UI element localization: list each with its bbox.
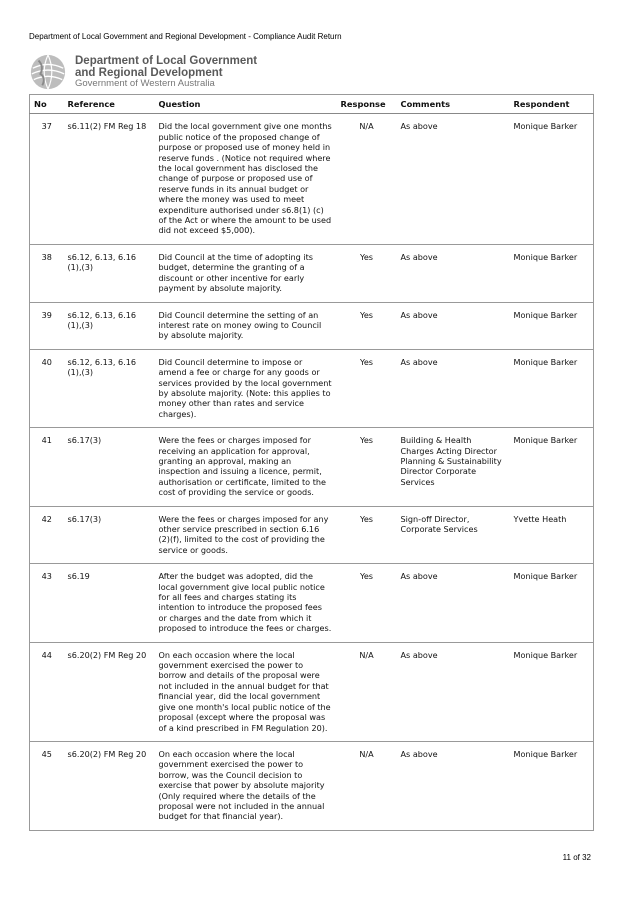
cell-respondent: Monique Barker xyxy=(510,642,594,741)
cell-respondent: Monique Barker xyxy=(510,349,594,427)
cell-no: 40 xyxy=(30,349,64,427)
cell-response: Yes xyxy=(337,349,397,427)
cell-reference: s6.11(2) FM Reg 18 xyxy=(64,114,155,244)
cell-comments: As above xyxy=(397,642,510,741)
cell-question: On each occasion where the local government exercised the power to borrow and details of the proposal were not included in the annual budget for that financial year, did the local government give one month's local public notice of the proposal (except where the proposal was of a kind prescribed in FM Regulation 20). xyxy=(155,642,337,741)
cell-question: Did Council determine to impose or amend a fee or charge for any goods or services provided by the local government by absolute majority. (Note: this applies to money other than rates and service charges). xyxy=(155,349,337,427)
logo-line-2: and Regional Development xyxy=(75,67,223,80)
table-header-row xyxy=(30,95,594,114)
column-header-question: Question xyxy=(155,95,337,114)
cell-no: 43 xyxy=(30,564,64,642)
cell-reference: s6.19 xyxy=(64,564,155,642)
cell-response: Yes xyxy=(337,564,397,642)
cell-response: N/A xyxy=(337,741,397,830)
cell-no: 41 xyxy=(30,428,64,506)
logo-line-1: Department of Local Government xyxy=(75,54,258,67)
logo-line-3: Government of Western Australia xyxy=(75,78,215,90)
cell-respondent: Monique Barker xyxy=(510,741,594,830)
cell-comments: As above xyxy=(397,564,510,642)
cell-no: 44 xyxy=(30,642,64,741)
column-header-no: No xyxy=(30,95,64,114)
table-row xyxy=(30,244,594,302)
table-row xyxy=(30,349,594,427)
cell-comments: Building & Health Charges Acting Director Planning & Sustainability Director Corporate Services xyxy=(397,428,510,506)
column-header-comments: Comments xyxy=(397,95,510,114)
table-row xyxy=(30,741,594,830)
department-logo xyxy=(29,52,257,92)
cell-question: On each occasion where the local government exercised the power to borrow, was the Council decision to exercise that power by absolute majority (Only required where the details of the proposal were not included in the annual budget for that financial year). xyxy=(155,741,337,830)
cell-comments: As above xyxy=(397,349,510,427)
globe-logo-icon xyxy=(29,53,67,91)
cell-question: Did Council at the time of adopting its budget, determine the granting of a discount or other incentive for early payment by absolute majority. xyxy=(155,244,337,302)
cell-question: Were the fees or charges imposed for any other service prescribed in section 6.16 (2)(f), limited to the cost of providing the service or goods. xyxy=(155,506,337,564)
table-row xyxy=(30,302,594,349)
column-header-response: Response xyxy=(337,95,397,114)
cell-no: 42 xyxy=(30,506,64,564)
cell-no: 38 xyxy=(30,244,64,302)
cell-response: Yes xyxy=(337,302,397,349)
cell-reference: s6.20(2) FM Reg 20 xyxy=(64,642,155,741)
cell-respondent: Monique Barker xyxy=(510,244,594,302)
cell-comments: As above xyxy=(397,114,510,244)
table-row xyxy=(30,642,594,741)
cell-comments: Sign-off Director, Corporate Services xyxy=(397,506,510,564)
cell-question: Did the local government give one months public notice of the proposed change of purpose or proposed use of money held in reserve funds . (Notice not required where the local government has disclosed the change of purpose or proposed use of reserve funds in its annual budget or where the money was used to meet expenditure authorised under s6.8(1) (c) of the Act or where the amount to be used did not exceed $5,000). xyxy=(155,114,337,244)
table-row xyxy=(30,428,594,506)
cell-reference: s6.12, 6.13, 6.16 (1),(3) xyxy=(64,302,155,349)
cell-no: 45 xyxy=(30,741,64,830)
cell-comments: As above xyxy=(397,302,510,349)
column-header-reference: Reference xyxy=(64,95,155,114)
cell-respondent: Monique Barker xyxy=(510,428,594,506)
table-row xyxy=(30,114,594,244)
cell-comments: As above xyxy=(397,244,510,302)
cell-reference: s6.12, 6.13, 6.16 (1),(3) xyxy=(64,244,155,302)
cell-reference: s6.20(2) FM Reg 20 xyxy=(64,741,155,830)
cell-respondent: Yvette Heath xyxy=(510,506,594,564)
cell-response: Yes xyxy=(337,428,397,506)
table-row xyxy=(30,564,594,642)
cell-response: N/A xyxy=(337,114,397,244)
cell-reference: s6.17(3) xyxy=(64,428,155,506)
cell-response: Yes xyxy=(337,244,397,302)
cell-respondent: Monique Barker xyxy=(510,564,594,642)
cell-question: Were the fees or charges imposed for receiving an application for approval, granting an approval, making an inspection and issuing a licence, permit, authorisation or certificate, limited to the cost of providing the service or goods. xyxy=(155,428,337,506)
table-row xyxy=(30,506,594,564)
document-header: Department of Local Government and Regional Development - Compliance Audit Return xyxy=(29,32,342,41)
cell-reference: s6.12, 6.13, 6.16 (1),(3) xyxy=(64,349,155,427)
cell-respondent: Monique Barker xyxy=(510,302,594,349)
page-number: 11 of 32 xyxy=(562,853,591,862)
cell-response: Yes xyxy=(337,506,397,564)
cell-comments: As above xyxy=(397,741,510,830)
cell-response: N/A xyxy=(337,642,397,741)
compliance-audit-table xyxy=(29,94,594,831)
cell-question: Did Council determine the setting of an interest rate on money owing to Council by absolute majority. xyxy=(155,302,337,349)
cell-question: After the budget was adopted, did the local government give local public notice for all fees and charges stating its intention to introduce the proposed fees or charges and the date from which it proposed to introduce the fees or charges. xyxy=(155,564,337,642)
cell-no: 37 xyxy=(30,114,64,244)
cell-no: 39 xyxy=(30,302,64,349)
cell-reference: s6.17(3) xyxy=(64,506,155,564)
cell-respondent: Monique Barker xyxy=(510,114,594,244)
column-header-respondent: Respondent xyxy=(510,95,594,114)
